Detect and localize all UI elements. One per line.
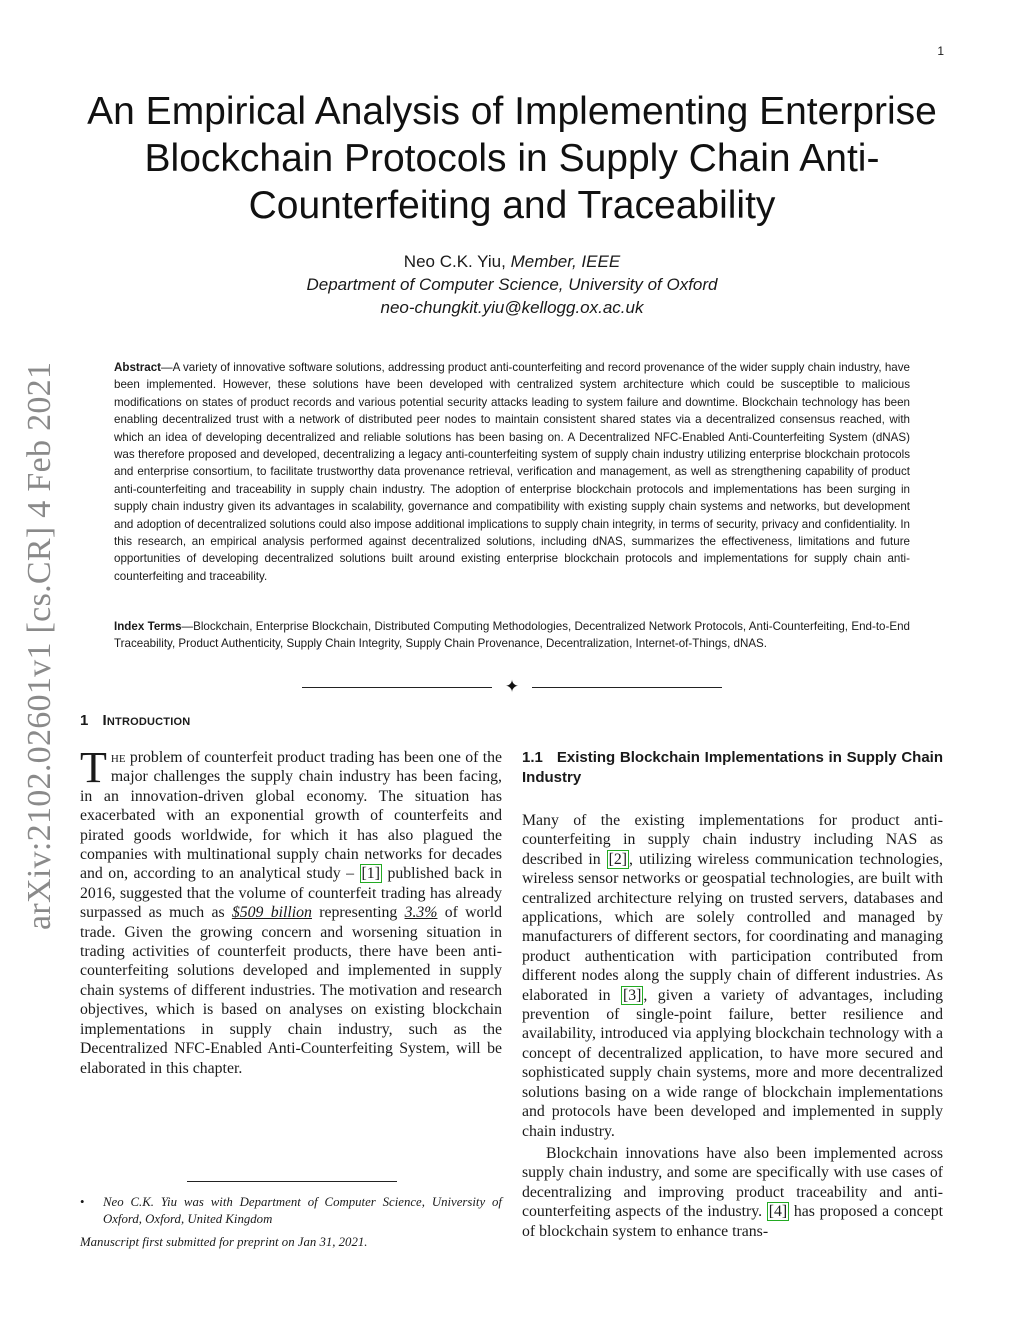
divider-line-right bbox=[532, 687, 722, 688]
index-terms bbox=[114, 618, 910, 653]
left-column bbox=[80, 743, 502, 1078]
citation-link-1[interactable]: [1] bbox=[361, 865, 380, 883]
index-terms-text: —Blockchain, Enterprise Blockchain, Distributed Computing Methodologies, Decentralized Network Protocols, Anti-Counterfeiting, End-to-End Traceability, Product Authenticity, Supply Chain Integrity, Supply Chain Provenance, Decentralization, Internet-of-Things, dNAS. bbox=[114, 620, 910, 651]
author-name: Neo C.K. Yiu, bbox=[403, 252, 511, 271]
intro-paragraph bbox=[80, 743, 502, 1078]
intro-text-b: published back in 2016, suggested that the volume of counterfeit trading has already surpassed as much as bbox=[80, 865, 502, 922]
citation-link-4[interactable]: [4] bbox=[768, 1203, 788, 1221]
section-divider bbox=[302, 677, 722, 696]
section-number: 1 bbox=[80, 712, 89, 729]
hyperlink-3-3-percent[interactable]: 3.3% bbox=[404, 904, 438, 922]
sub2-text-b: has proposed a concept of blockchain system to enhance trans- bbox=[522, 1203, 943, 1240]
author-membership: Member, IEEE bbox=[510, 252, 621, 271]
drop-cap: T bbox=[80, 743, 107, 792]
intro-text-a: problem of counterfeit product trading has been one of the major challenges the supply chain industry has been facing, in an innovation-driven global economy. The situation has exacerbated with an exponential growth of counterfeits and pirated goods worldwide, for which it has also plagued the companies with multinational supply chain networks for decades and on, according to an analytical study – bbox=[80, 749, 502, 883]
arxiv-stamp: arXiv:2102.02601v1 [cs.CR] 4 Feb 2021 bbox=[21, 361, 58, 930]
footnote-rule bbox=[187, 1181, 397, 1182]
subsection-number: 1.1 bbox=[522, 749, 543, 766]
abstract-text: —A variety of innovative software solutions, addressing product anti-counterfeiting and record provenance of the wider supply chain industry, have been implemented. However, these solutions have been developed with centralized system architecture which could be susceptible to malicious modifications on states of product records and various potential security attacks leading to system failure and downtime. Blockchain technology has been enabling decentralized trust with a network of distributed peer nodes to maintain consistent shared states via a decentralized consensus reached, with which an idea of developing decentralized and reliable solutions has been basing on. A Decentralized NFC-Enabled Anti-Counterfeiting System (dNAS) was therefore proposed and developed, decentralizing a legacy anti-counterfeiting system of supply chain industry utilizing enterprise blockchain protocols and enterprise consortium, to facilitate trustworthy data provenance retrieval, verification and management, as well as strengthening capability of product anti-counterfeiting and traceability in supply chain industry. The adoption of enterprise blockchain protocols and implementations has been surging in supply chain industry given its advantages in scalability, governance and compatibility with existing supply chain systems and networks, but development and adoption of decentralized solutions could also impose additional implications to supply chain integrity, in terms of security, privacy and confidentiality. In this research, an empirical analysis performed against decentralized solutions, including dNAS, summarizes the effectiveness, limitations and future opportunities of developing decentralized solutions built around existing enterprise blockchain protocols and implementations for supply chain anti-counterfeiting and traceability. bbox=[114, 361, 910, 583]
subsection-paragraph-2 bbox=[522, 1144, 943, 1241]
footnote-bullet: • bbox=[80, 1195, 85, 1209]
sub-text-a: Many of the existing implementations for product anti-counterfeiting in supply chain industry including NAS as described in bbox=[522, 812, 943, 868]
paper-title: An Empirical Analysis of Implementing Enterprise Blockchain Protocols in Supply Chain Anti-Counterfeiting and Traceability bbox=[87, 90, 937, 227]
author-block bbox=[160, 250, 864, 319]
intro-text-c: representing bbox=[311, 904, 405, 922]
author-email[interactable]: neo-chungkit.yiu@kellogg.ox.ac.uk bbox=[380, 298, 644, 317]
subsection-paragraph-1 bbox=[522, 811, 943, 1141]
citation-link-2[interactable]: [2] bbox=[608, 850, 628, 868]
hyperlink-509-billion[interactable]: $509 billion bbox=[231, 904, 312, 922]
index-terms-label: Index Terms bbox=[114, 620, 182, 633]
footnote bbox=[80, 1194, 502, 1227]
abstract bbox=[114, 359, 910, 585]
divider-star-icon: ✦ bbox=[504, 677, 520, 696]
abstract-label: Abstract bbox=[114, 361, 162, 374]
divider-line-left bbox=[302, 687, 492, 688]
sub2-text-a: Blockchain innovations have also been implemented across supply chain industry, and some are specifically with use cases of decentralizing and improving product traceability and anti-counterfeiting aspects of the industry. bbox=[522, 1144, 943, 1221]
first-word-rest: he bbox=[110, 749, 126, 766]
section-title: Introduction bbox=[102, 712, 191, 729]
section-heading-introduction bbox=[80, 712, 190, 729]
sub-text-b: , utilizing wireless communication technologies, wireless sensor networks or geospatial technologies, are built with centralized architecture relying on trusted servers, databases and applications, which are solely controlled and managed by manufacturers of different sectors, for coordinating and managing product authentication with participation contributed from different nodes along the supply chain of different industries. As elaborated in bbox=[522, 850, 943, 1004]
author-affiliation: Department of Computer Science, University of Oxford bbox=[306, 275, 718, 294]
subsection-title: Existing Blockchain Implementations in Supply Chain Industry bbox=[522, 749, 943, 786]
footnote-text: Neo C.K. Yiu was with Department of Computer Science, University of Oxford, Oxford, United Kingdom bbox=[103, 1195, 502, 1226]
sub-text-c: , given a variety of advantages, including prevention of single-point failure, better resilience and availability, introduced via applying blockchain technology with a concept of decentralized application, to have more secured and sophisticated supply chain systems, more and more decentralized solutions basing on a wide range of blockchain implementations and protocols have been developed and implemented in supply chain industry. bbox=[522, 986, 943, 1140]
citation-link-3[interactable]: [3] bbox=[622, 986, 642, 1004]
manuscript-note: Manuscript first submitted for preprint on Jan 31, 2021. bbox=[80, 1235, 368, 1249]
intro-text-d: of world trade. Given the growing concern and worsening situation in trading activities of counterfeit products, there have been anti-counterfeiting solutions developed and implemented in supply chain systems of different industries. The motivation and research objectives, which is based on analyses on existing blockchain implementations in supply chain industry, such as the Decentralized NFC-Enabled Anti-Counterfeiting System, will be elaborated in this chapter. bbox=[80, 904, 502, 1077]
subsection-heading bbox=[522, 748, 943, 787]
page-number: 1 bbox=[937, 44, 944, 58]
author-line bbox=[160, 250, 864, 273]
right-column bbox=[522, 748, 943, 1241]
